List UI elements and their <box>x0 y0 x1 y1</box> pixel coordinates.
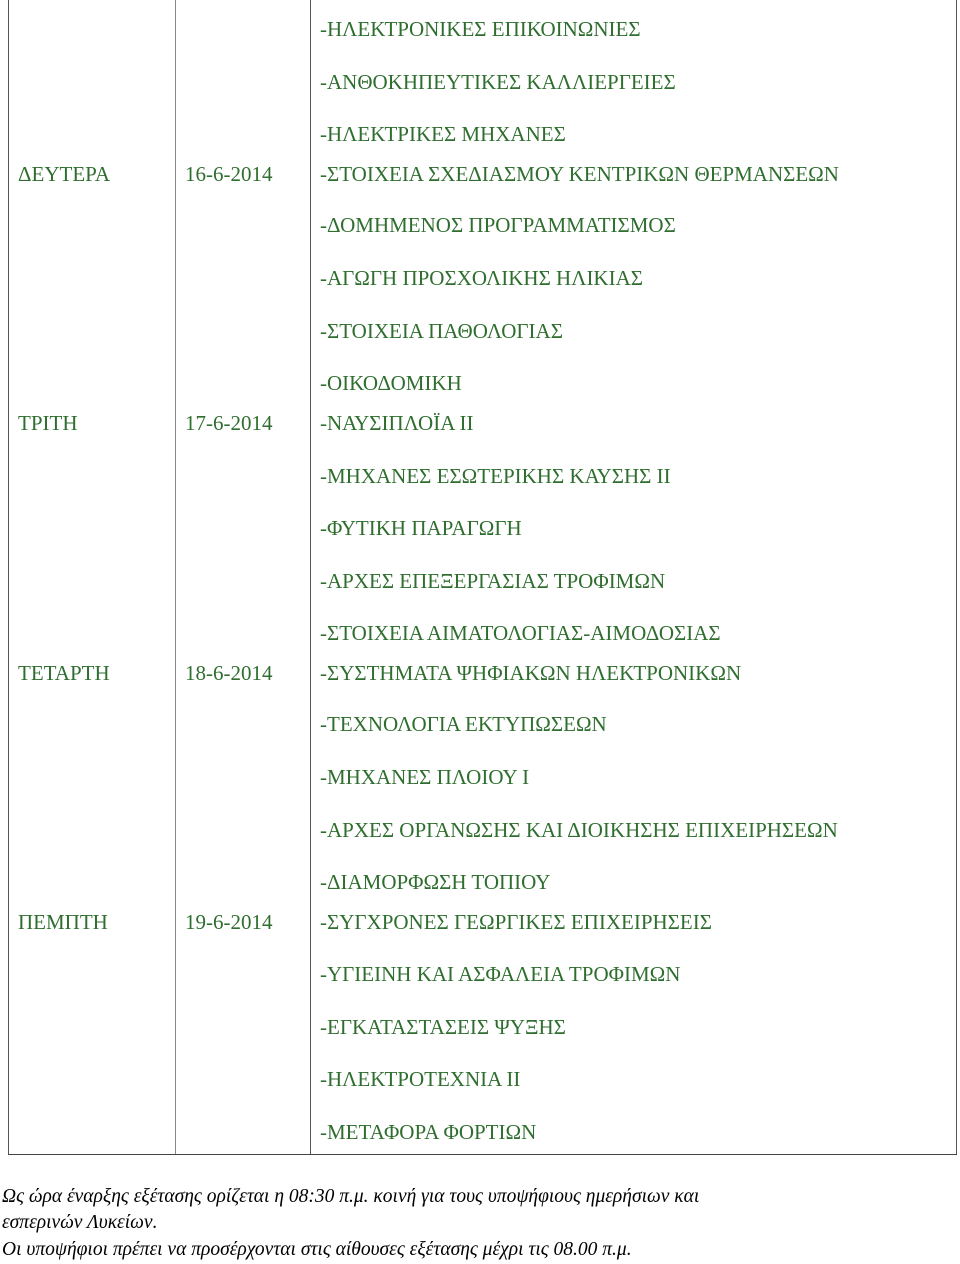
subject-cell: -ΑΡΧΕΣ ΟΡΓΑΝΩΣΗΣ ΚΑΙ ΔΙΟΙΚΗΣΗΣ ΕΠΙΧΕΙΡΗΣΕΩΝ <box>320 818 838 842</box>
table-date-subject-divider <box>310 0 311 1155</box>
date-cell: 19-6-2014 <box>185 910 273 934</box>
table-left-border <box>8 0 9 1155</box>
subject-cell: -ΑΓΩΓΗ ΠΡΟΣΧΟΛΙΚΗΣ ΗΛΙΚΙΑΣ <box>320 266 643 290</box>
day-cell: ΤΕΤΑΡΤΗ <box>18 661 110 685</box>
date-cell: 18-6-2014 <box>185 661 273 685</box>
subject-cell: -ΗΛΕΚΤΡΟΤΕΧΝΙΑ ΙΙ <box>320 1067 521 1091</box>
subject-cell: -ΗΛΕΚΤΡΟΝΙΚΕΣ ΕΠΙΚΟΙΝΩΝΙΕΣ <box>320 17 641 41</box>
subject-cell: -ΣΤΟΙΧΕΙΑ ΣΧΕΔΙΑΣΜΟΥ ΚΕΝΤΡΙΚΩΝ ΘΕΡΜΑΝΣΕΩΝ <box>320 162 839 186</box>
table-day-date-divider <box>175 0 176 1155</box>
subject-cell: -ΑΡΧΕΣ ΕΠΕΞΕΡΓΑΣΙΑΣ ΤΡΟΦΙΜΩΝ <box>320 569 666 593</box>
subject-cell: -ΤΕΧΝΟΛΟΓΙΑ ΕΚΤΥΠΩΣΕΩΝ <box>320 712 607 736</box>
subject-cell: -ΕΓΚΑΤΑΣΤΑΣΕΙΣ ΨΥΞΗΣ <box>320 1015 566 1039</box>
subject-cell: -ΔΟΜΗΜΕΝΟΣ ΠΡΟΓΡΑΜΜΑΤΙΣΜΟΣ <box>320 213 676 237</box>
subject-cell: -ΑΝΘΟΚΗΠΕΥΤΙΚΕΣ ΚΑΛΛΙΕΡΓΕΙΕΣ <box>320 70 676 94</box>
subject-cell: -ΦΥΤΙΚΗ ΠΑΡΑΓΩΓΗ <box>320 516 522 540</box>
subject-cell: -ΣΤΟΙΧΕΙΑ ΑΙΜΑΤΟΛΟΓΙΑΣ-ΑΙΜΟΔΟΣΙΑΣ <box>320 621 721 645</box>
date-cell: 17-6-2014 <box>185 411 273 435</box>
day-cell: ΔΕΥΤΕΡΑ <box>18 162 111 186</box>
subject-cell: -ΜΕΤΑΦΟΡΑ ΦΟΡΤΙΩΝ <box>320 1120 537 1144</box>
table-bottom-border <box>8 1154 957 1155</box>
exam-start-time-note-line1: Ως ώρα έναρξης εξέτασης ορίζεται η 08:30 π.μ. κοινή για τους υποψήφιους ημερήσιων και <box>2 1186 700 1207</box>
subject-cell: -ΣΥΣΤΗΜΑΤΑ ΨΗΦΙΑΚΩΝ ΗΛΕΚΤΡΟΝΙΚΩΝ <box>320 661 742 685</box>
arrival-time-note: Οι υποψήφιοι πρέπει να προσέρχονται στις αίθουσες εξέτασης μέχρι τις 08.00 π.μ. <box>2 1239 632 1260</box>
subject-cell: -ΜΗΧΑΝΕΣ ΕΣΩΤΕΡΙΚΗΣ ΚΑΥΣΗΣ ΙΙ <box>320 464 671 488</box>
subject-cell: -ΜΗΧΑΝΕΣ ΠΛΟΙΟΥ Ι <box>320 765 530 789</box>
day-cell: ΤΡΙΤΗ <box>18 411 78 435</box>
subject-cell: -ΥΓΙΕΙΝΗ ΚΑΙ ΑΣΦΑΛΕΙΑ ΤΡΟΦΙΜΩΝ <box>320 962 681 986</box>
table-right-border <box>956 0 957 1155</box>
subject-cell: -ΔΙΑΜΟΡΦΩΣΗ ΤΟΠΙΟΥ <box>320 870 551 894</box>
subject-cell: -ΟΙΚΟΔΟΜΙΚΗ <box>320 371 462 395</box>
subject-cell: -ΗΛΕΚΤΡΙΚΕΣ ΜΗΧΑΝΕΣ <box>320 122 566 146</box>
subject-cell: -ΣΥΓΧΡΟΝΕΣ ΓΕΩΡΓΙΚΕΣ ΕΠΙΧΕΙΡΗΣΕΙΣ <box>320 910 712 934</box>
subject-cell: -ΝΑΥΣΙΠΛΟΪΑ ΙΙ <box>320 411 474 435</box>
exam-start-time-note-line2: εσπερινών Λυκείων. <box>2 1212 158 1233</box>
subject-cell: -ΣΤΟΙΧΕΙΑ ΠΑΘΟΛΟΓΙΑΣ <box>320 319 563 343</box>
date-cell: 16-6-2014 <box>185 162 273 186</box>
day-cell: ΠΕΜΠΤΗ <box>18 910 108 934</box>
